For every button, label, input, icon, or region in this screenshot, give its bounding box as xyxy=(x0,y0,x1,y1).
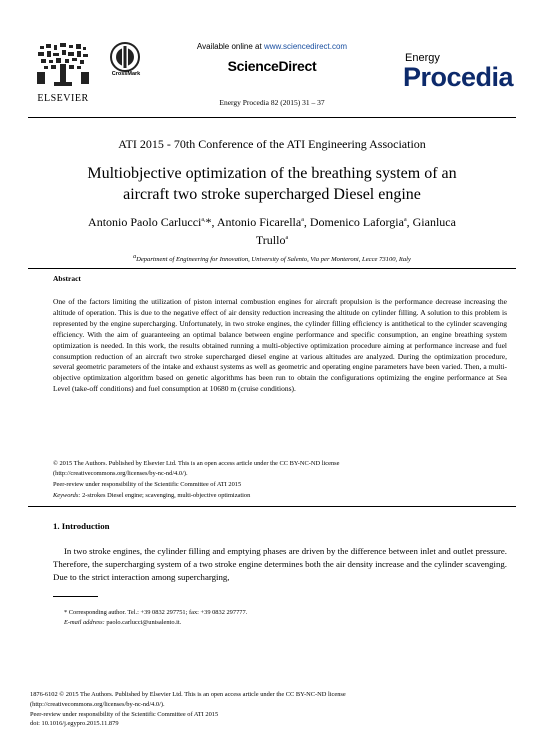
author-separator: , xyxy=(211,215,217,229)
author-laforgia: Domenico Laforgia xyxy=(309,215,404,229)
author-trullo-first: Gianluca xyxy=(412,215,456,229)
keywords-label: Keywords: xyxy=(53,492,81,499)
keywords xyxy=(53,492,507,499)
author-ficarella: Antonio Ficarella xyxy=(216,215,302,229)
author-affil-mark: a xyxy=(285,235,289,241)
paper-title-line-1: Multiobjective optimization of the breathing system of an xyxy=(87,165,457,182)
keywords-text: 2-strokes Diesel engine; scavenging, multi-objective optimization xyxy=(80,492,251,499)
footer-license-link[interactable]: (http://creativecommons.org/licenses/by-nc-nd/4.0/). xyxy=(30,700,165,708)
author-line-2 xyxy=(40,230,504,248)
author-affil-mark: a xyxy=(403,217,407,223)
license-link[interactable]: (http://creativecommons.org/licenses/by-nc-nd/4.0/). xyxy=(53,470,188,478)
author-affil-mark: a, xyxy=(201,217,206,223)
journal-reference: Energy Procedia 82 (2015) 31 – 37 xyxy=(219,98,325,107)
elsevier-label: ELSEVIER xyxy=(37,93,89,104)
header-divider xyxy=(28,117,516,118)
elsevier-tree-logo-icon xyxy=(34,42,92,92)
affiliation-text: Department of Engineering for Innovation, University of Salento, Via per Monteroni, Lecce 73100, Italy xyxy=(136,256,411,264)
footer-peer-review: Peer-review under responsibility of the Scientific Committee of ATI 2015 xyxy=(30,710,219,718)
paper-title xyxy=(40,163,504,205)
section-heading-introduction: 1. Introduction xyxy=(53,521,110,531)
author-separator: , xyxy=(406,215,413,229)
license-line-1: © 2015 The Authors. Published by Elsevier Ltd. This is an open access article under the CC BY-NC-ND license xyxy=(53,460,340,467)
abstract-top-rule xyxy=(28,268,516,269)
affiliation-mark: a xyxy=(133,254,137,260)
affiliation xyxy=(40,254,504,263)
abstract-body: One of the factors limiting the utilization of piston internal combustion engines for aircraft propulsion is the performance decrease increasing the altitude of operation. This is due to the negative effect of air density reduction increasing the altitude on cylinder filling. A solution to this problem is represented by the engine supercharging. Unfortunately, in two stroke engines, the cylinder filling efficiency is antithetical to the cylinder scavenging efficiency. With the aim of guaranteeing an optimal balance between engine performance and specific consumption, an engine breathing system optimization is needed. In this work, the results obtained running a multi-objective optimization procedure aiming at performance increase and fuel consumption reduction of an aircraft two stroke supercharged diesel engine at various altitudes are analyzed. During the optimization procedure, several geometric parameters of the intake and exhaust systems as well as geometric and operating engine parameters have been varied. Then, a multi-objective optimization algorithm based on genetic algorithms has been run to obtain the configurations optimizing the engine performance at Sea Level (take-off conditions) and fuel consumption at 10680 m (cruise conditions). xyxy=(53,297,507,394)
footer-doi[interactable]: doi: 10.1016/j.egypro.2015.11.879 xyxy=(30,720,119,728)
footnote-corresponding: * Corresponding author. Tel.: +39 0832 297751; fax: +39 0832 297777. xyxy=(64,609,248,616)
license-block xyxy=(53,459,507,490)
paper-title-line-2: aircraft two stroke supercharged Diesel engine xyxy=(123,186,421,203)
footnote-rule xyxy=(53,596,98,597)
sciencedirect-wordmark: ScienceDirect xyxy=(227,58,317,74)
footnote xyxy=(64,608,247,628)
corresponding-mark[interactable]: * xyxy=(205,215,212,229)
author-affil-mark: a xyxy=(301,217,304,223)
footnote-email-line xyxy=(64,618,247,628)
sciencedirect-link[interactable]: www.sciencedirect.com xyxy=(263,42,348,51)
author-list xyxy=(40,212,504,248)
author-line-1 xyxy=(40,212,504,230)
availability-prefix: Available online at xyxy=(196,42,264,51)
abstract-heading: Abstract xyxy=(53,274,81,283)
conference-name: ATI 2015 - 70th Conference of the ATI Engineering Association xyxy=(118,137,426,151)
author-carlucci: Antonio Paolo Carlucci xyxy=(88,215,202,229)
energy-label: Energy xyxy=(405,52,440,64)
introduction-paragraph: In two stroke engines, the cylinder filling and emptying phases are driven by the difference between inlet and outlet pressure. Therefore, the supercharging system of a two stroke engine determines both the air density increase and the cylinder scavenging. Due to the strict interaction among supercharging, xyxy=(53,546,507,582)
crossmark-icon[interactable] xyxy=(110,42,140,72)
footnote-email-label: E-mail address: xyxy=(64,619,105,626)
author-separator: , xyxy=(303,215,310,229)
crossmark-label: CrossMark xyxy=(111,71,141,77)
page-footer xyxy=(30,690,530,729)
procedia-wordmark: Procedia xyxy=(403,62,514,92)
footnote-email[interactable]: paolo.carlucci@unisalento.it. xyxy=(104,619,182,626)
author-trullo-last: Trullo xyxy=(255,233,286,247)
license-peer-review: Peer-review under responsibility of the Scientific Committee of ATI 2015 xyxy=(53,480,242,488)
footer-copyright: 1876-6102 © 2015 The Authors. Published by Elsevier Ltd. This is an open access article under the CC BY-NC-ND license xyxy=(30,691,346,698)
keywords-bottom-rule xyxy=(28,506,516,507)
